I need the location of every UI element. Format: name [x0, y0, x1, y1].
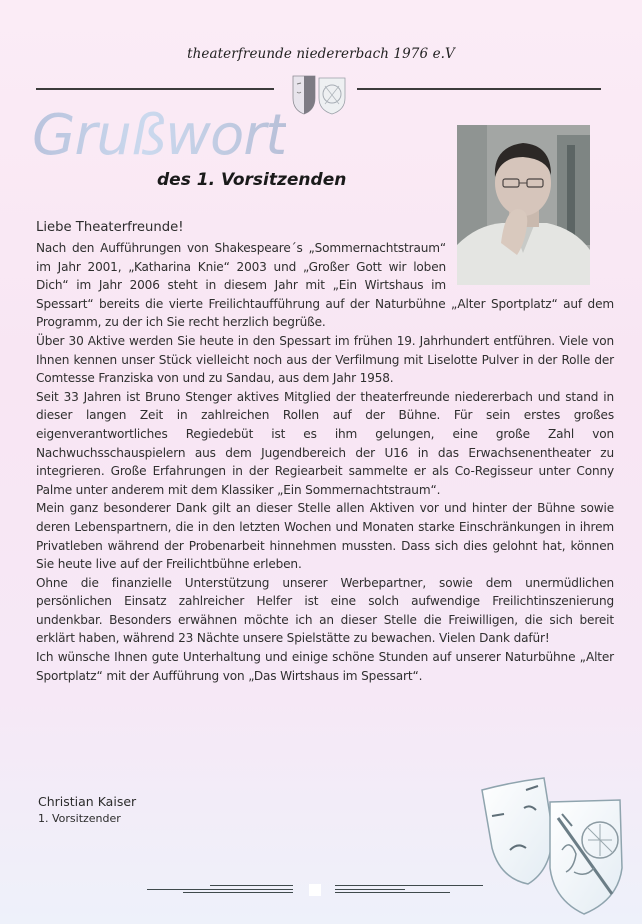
footer-line — [335, 885, 483, 886]
header-divider-left — [36, 88, 274, 90]
organization-name: theaterfreunde niedererbach 1976 e.V — [187, 46, 455, 62]
footer-line — [210, 885, 293, 886]
theater-mask-and-coat-of-arms-icon — [285, 72, 355, 116]
page-subtitle: des 1. Vorsitzenden — [157, 170, 347, 190]
letter-paragraph-6: Ich wünsche Ihnen gute Unterhaltung und einige schöne Stunden auf unserer Naturbühne „Alter Sportplatz“ mit der Aufführung von „Das Wirtshaus im Spessart“. — [36, 650, 614, 683]
footer-line — [147, 889, 293, 890]
letter-body — [36, 239, 614, 685]
header-divider-right — [357, 88, 601, 90]
footer-line — [183, 892, 293, 893]
signature-name: Christian Kaiser — [38, 794, 137, 809]
letter-paragraph-3: Seit 33 Jahren ist Bruno Stenger aktives Mitglied der theaterfreunde niedererbach und stand in dieser langen Zeit in zahlreichen Rollen auf der Bühne. Für sein erstes großes eigenverantwortliches Regiedebüt ist es ihm gelungen, eine große Zahl von Nachwuchsschauspielern aus dem Jugendbereich der U16 in das Erwachsenentheater zu integrieren. Große Erfahrungen in der Regiearbeit sammelte er als Co-Regisseur unter Conny Palme unter anderem mit dem Klassiker „Ein Sommernachtstraum“. — [36, 389, 614, 497]
page-title: Grußwort — [32, 103, 287, 168]
letter-paragraph-1 — [36, 239, 614, 332]
footer-line — [335, 889, 405, 890]
letter-salutation: Liebe Theaterfreunde! — [36, 220, 184, 235]
letter-paragraph-4: Mein ganz besonderer Dank gilt an dieser Stelle allen Aktiven vor und hinter der Bühne sowie deren Lebenspartnern, die in den letzten Wochen und Monaten starke Einschränkungen in ihrem Privatleben während der Probenarbeit hinnehmen mussten. Dass sich dies gelohnt hat, können Sie heute live auf der Freilichtbühne erleben. — [36, 501, 614, 572]
letter-paragraph-5: Ohne die finanzielle Unterstützung unserer Werbepartner, sowie dem unermüdlichen persönlichen Einsatz zahlreicher Helfer ist eine solch aufwendige Freilichtinszenierung undenkbar. Besonders erwähnen möchte ich an dieser Stelle die Freiwilligen, die sich bereit erklärt haben, während 23 Nächte unsere Spielstätte zu bewachen. Vielen Dank dafür! — [36, 575, 614, 646]
letter-paragraph-text: Nach den Aufführungen von Shakespeare´s „Sommernachtstraum“ im Jahr 2001, „Katharina Knie“ 2003 und „Großer Gott wir loben Dich“ im Jahr 2006 steht in diesem Jahr mit „Ein Wirtshaus im Spessart“ bereits die vierte Freilichtaufführung auf der Naturbühne „Alter Sportplatz“ auf dem Programm, zu der ich Sie recht herzlich begrüße. — [36, 241, 614, 330]
letter-paragraph-2: Über 30 Aktive werden Sie heute in den Spessart im frühen 19. Jahrhundert entführen. Viele von Ihnen kennen unser Stück vielleicht noch aus der Verfilmung mit Liselotte Pulver in der Rolle der Comtesse Franziska von und zu Sandau, aus dem Jahr 1958. — [36, 333, 614, 386]
signature-role: 1. Vorsitzender — [38, 812, 121, 825]
footer-square-ornament — [309, 884, 321, 896]
footer-divider — [140, 880, 520, 900]
footer-line — [335, 892, 450, 893]
portrait-wrap-spacer — [446, 239, 614, 283]
